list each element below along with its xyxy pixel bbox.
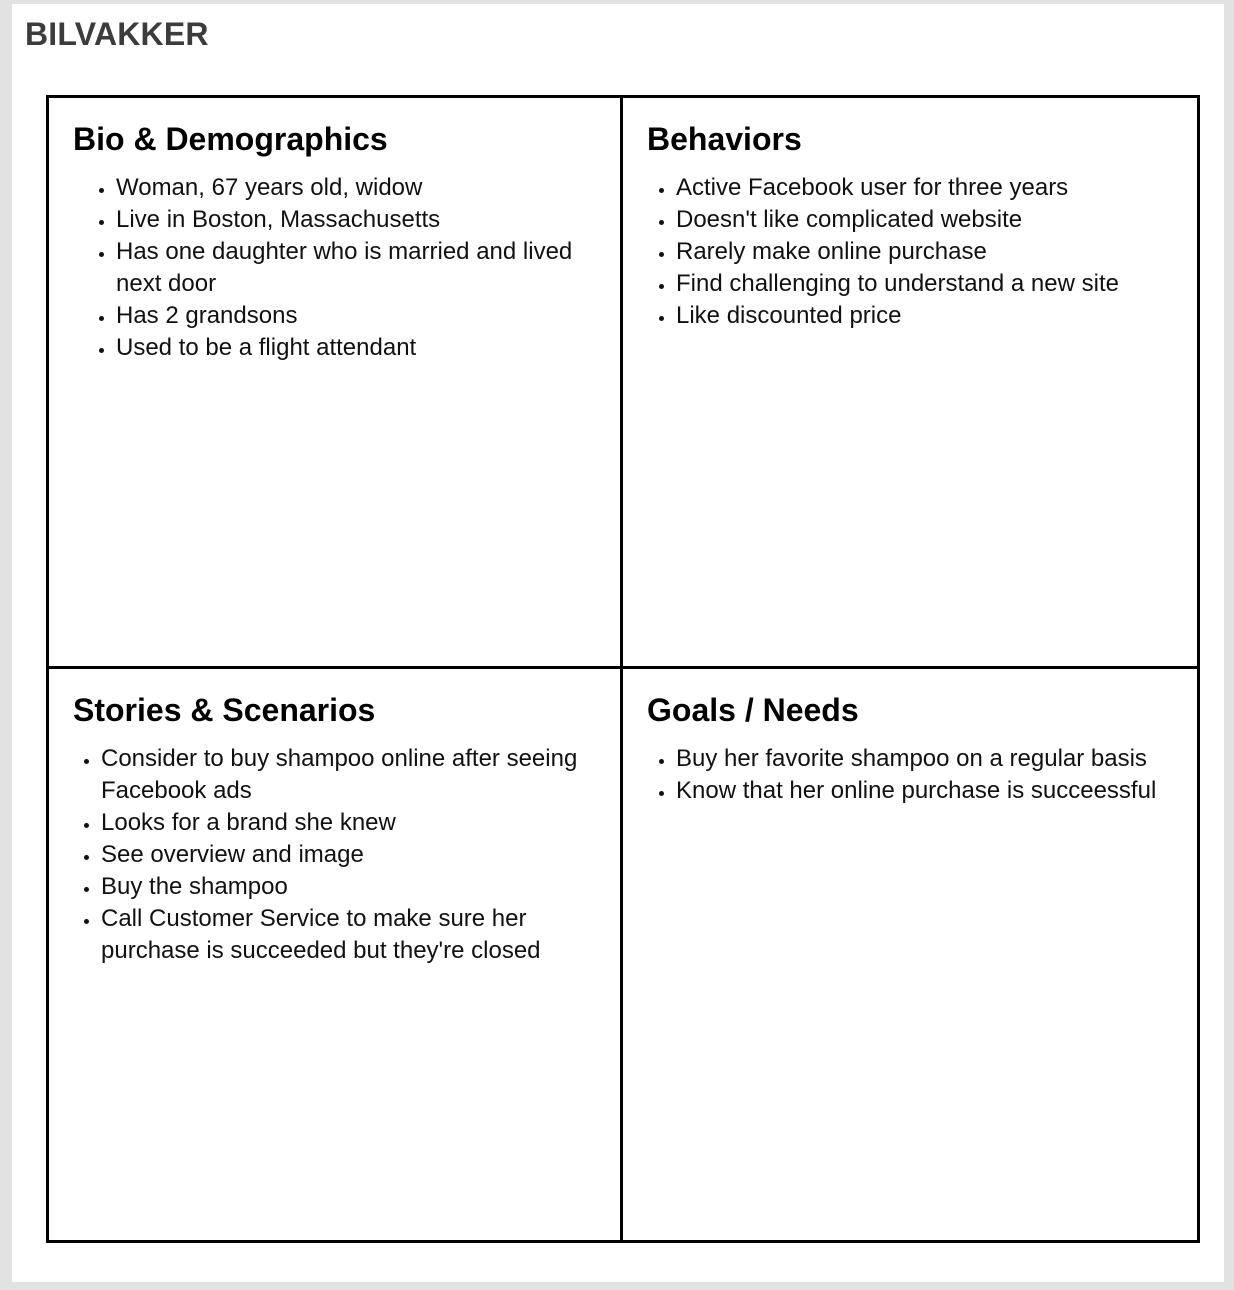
- bio-demographics-title: Bio & Demographics: [73, 121, 388, 157]
- stories-scenarios-quadrant: [49, 669, 623, 1240]
- list-item: • Find challenging to understand a new site: [676, 268, 1173, 300]
- stories-scenarios-list: [73, 743, 596, 967]
- list-item: • Looks for a brand she knew: [101, 807, 596, 839]
- goals-needs-quadrant: [623, 669, 1197, 1240]
- goals-needs-list: [647, 743, 1173, 807]
- list-item: • See overview and image: [101, 839, 596, 871]
- list-item: • Buy her favorite shampoo on a regular basis: [676, 743, 1173, 775]
- list-item: • Know that her online purchase is succeessful: [676, 775, 1173, 807]
- list-item: • Like discounted price: [676, 300, 1173, 332]
- list-item: • Used to be a flight attendant: [116, 332, 596, 364]
- bio-demographics-quadrant: [49, 98, 623, 669]
- behaviors-title: Behaviors: [647, 121, 802, 157]
- list-item: • Has 2 grandsons: [116, 300, 596, 332]
- bio-demographics-list: [73, 172, 596, 364]
- goals-needs-title: Goals / Needs: [647, 692, 859, 728]
- behaviors-list: [647, 172, 1173, 332]
- brand-title: BILVAKKER: [25, 16, 209, 52]
- list-item: • Has one daughter who is married and lived next door: [116, 236, 596, 300]
- list-item: • Woman, 67 years old, widow: [116, 172, 596, 204]
- stories-scenarios-title: Stories & Scenarios: [73, 692, 376, 728]
- list-item: • Active Facebook user for three years: [676, 172, 1173, 204]
- persona-grid: [46, 95, 1200, 1243]
- behaviors-quadrant: [623, 98, 1197, 669]
- list-item: • Rarely make online purchase: [676, 236, 1173, 268]
- list-item: • Buy the shampoo: [101, 871, 596, 903]
- list-item: • Consider to buy shampoo online after seeing Facebook ads: [101, 743, 596, 807]
- list-item: • Doesn't like complicated website: [676, 204, 1173, 236]
- list-item: • Call Customer Service to make sure her purchase is succeeded but they're closed: [101, 903, 596, 967]
- list-item: • Live in Boston, Massachusetts: [116, 204, 596, 236]
- persona-sheet: [12, 4, 1224, 1282]
